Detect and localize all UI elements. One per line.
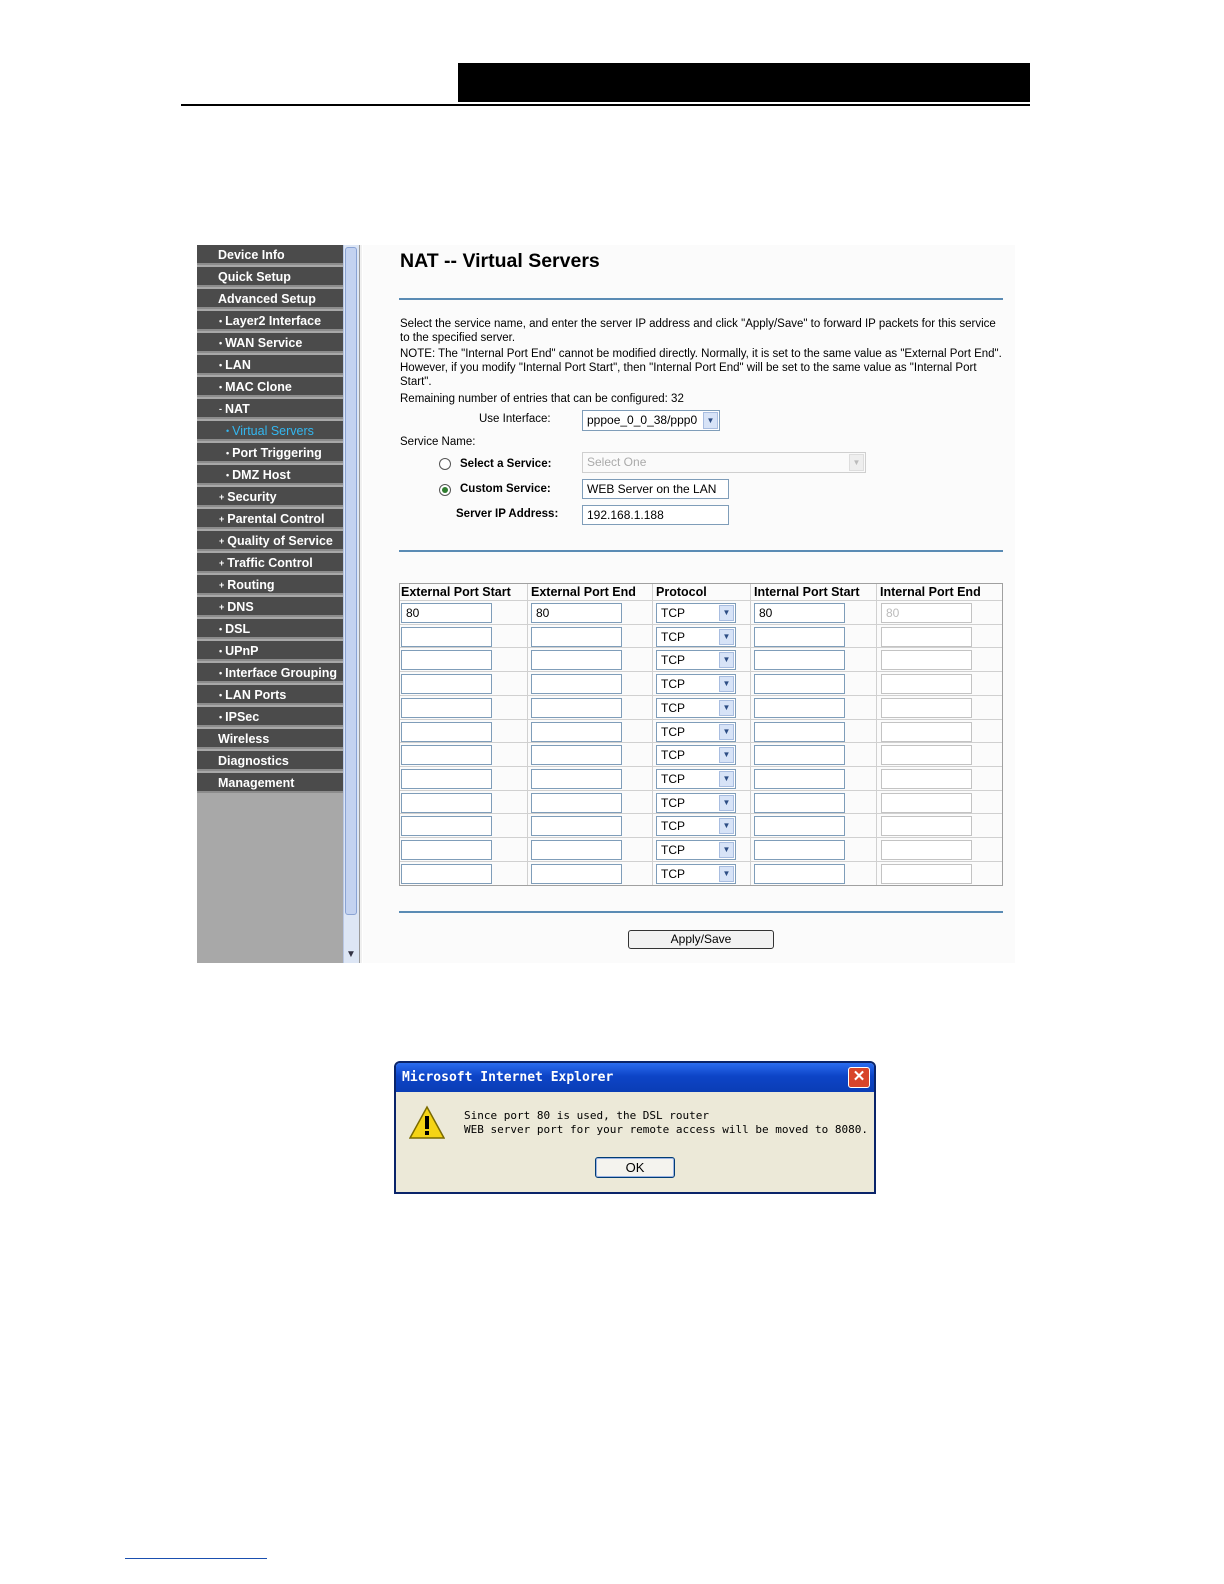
sidebar-bullet-icon: • bbox=[219, 624, 223, 634]
internal-port-end-input[interactable] bbox=[881, 793, 972, 813]
chevron-down-icon[interactable]: ▼ bbox=[719, 652, 734, 668]
sidebar-item-label: Device Info bbox=[218, 248, 285, 262]
protocol-value: TCP bbox=[661, 629, 685, 644]
chevron-down-icon[interactable]: ▼ bbox=[719, 724, 734, 740]
service-name-label: Service Name: bbox=[400, 436, 476, 448]
sidebar-bullet-icon: • bbox=[226, 470, 230, 480]
protocol-value: TCP bbox=[661, 724, 685, 739]
sidebar-item[interactable] bbox=[197, 619, 343, 639]
sidebar-item-label: Management bbox=[218, 776, 295, 790]
sidebar-bullet-icon: + bbox=[219, 602, 225, 612]
sidebar-item-label: Layer2 Interface bbox=[225, 314, 322, 328]
sidebar-bullet-icon: • bbox=[226, 426, 230, 436]
internal-port-end-input[interactable] bbox=[881, 769, 972, 789]
protocol-value: TCP bbox=[661, 653, 685, 668]
internal-port-start-input[interactable] bbox=[754, 722, 845, 742]
chevron-down-icon[interactable]: ▼ bbox=[719, 605, 734, 621]
server-ip-label: Server IP Address: bbox=[456, 508, 559, 520]
header-protocol: Protocol bbox=[656, 585, 707, 599]
use-interface-label: Use Interface: bbox=[479, 413, 551, 425]
sidebar-item[interactable] bbox=[197, 685, 343, 705]
sidebar-item-label: Virtual Servers bbox=[232, 424, 314, 438]
external-port-start-input[interactable] bbox=[401, 864, 492, 884]
chevron-down-icon[interactable]: ▼ bbox=[719, 700, 734, 716]
sidebar-bullet-icon: • bbox=[219, 690, 223, 700]
table-row bbox=[400, 861, 1002, 885]
sidebar-item-label: WAN Service bbox=[225, 336, 303, 350]
chevron-down-icon[interactable]: ▼ bbox=[719, 842, 734, 858]
external-port-start-input[interactable] bbox=[401, 745, 492, 765]
table-row bbox=[400, 624, 1002, 648]
sidebar-bullet-icon: - bbox=[219, 404, 222, 414]
sidebar-bullet-icon: • bbox=[219, 316, 223, 326]
protocol-select[interactable] bbox=[656, 603, 736, 623]
sidebar-item[interactable] bbox=[197, 245, 343, 265]
protocol-value: TCP bbox=[661, 795, 685, 810]
sidebar-bullet-icon: • bbox=[219, 646, 223, 656]
sidebar-item[interactable] bbox=[197, 707, 343, 727]
close-icon[interactable]: ✕ bbox=[848, 1067, 870, 1088]
table-row bbox=[400, 600, 1002, 624]
dialog-message-line1: Since port 80 is used, the DSL router bbox=[464, 1109, 710, 1122]
sidebar-item[interactable] bbox=[197, 487, 343, 507]
table-row bbox=[400, 742, 1002, 766]
sidebar-item-label: UPnP bbox=[225, 644, 259, 658]
chevron-down-icon[interactable]: ▼ bbox=[719, 866, 734, 882]
sidebar-item-label: Advanced Setup bbox=[218, 292, 316, 306]
sidebar-bullet-icon: • bbox=[226, 448, 230, 458]
sidebar-bullet-icon: + bbox=[219, 514, 225, 524]
sidebar-item-label: Quality of Service bbox=[227, 534, 333, 548]
protocol-value: TCP bbox=[661, 819, 685, 834]
chevron-down-icon[interactable]: ▼ bbox=[719, 818, 734, 834]
external-port-end-input[interactable] bbox=[531, 816, 622, 836]
custom-service-radio[interactable] bbox=[439, 484, 451, 496]
sidebar-item[interactable] bbox=[197, 575, 343, 595]
protocol-select[interactable] bbox=[656, 816, 736, 836]
internal-port-start-input[interactable] bbox=[754, 769, 845, 789]
scroll-down-arrow-icon[interactable]: ▼ bbox=[346, 949, 356, 960]
external-port-start-input[interactable] bbox=[401, 650, 492, 670]
header-internal-port-end: Internal Port End bbox=[880, 585, 981, 599]
intro-text: Select the service name, and enter the server IP address and click "Apply/Save" to forward IP packets for this service to the specified server. bbox=[400, 318, 996, 344]
sidebar-item[interactable] bbox=[197, 267, 343, 287]
sidebar-item[interactable] bbox=[197, 421, 343, 441]
protocol-select[interactable] bbox=[656, 674, 736, 694]
protocol-value: TCP bbox=[661, 771, 685, 786]
main-content bbox=[363, 245, 1015, 963]
sidebar-item-label: DNS bbox=[227, 600, 254, 614]
external-port-end-input[interactable] bbox=[531, 627, 622, 647]
external-port-end-input[interactable] bbox=[531, 722, 622, 742]
internal-port-end-input[interactable] bbox=[881, 840, 972, 860]
sidebar-nav bbox=[197, 245, 343, 963]
document-header-rule bbox=[181, 104, 1030, 106]
port-mapping-table bbox=[399, 583, 1003, 886]
chevron-down-icon[interactable]: ▼ bbox=[719, 795, 734, 811]
external-port-start-input[interactable]: 80 bbox=[401, 603, 492, 623]
protocol-select[interactable] bbox=[656, 627, 736, 647]
section-divider bbox=[399, 911, 1003, 913]
sidebar-item-label: Routing bbox=[227, 578, 275, 592]
alert-dialog bbox=[394, 1061, 876, 1194]
external-port-start-input[interactable] bbox=[401, 722, 492, 742]
sidebar-item-label: NAT bbox=[225, 402, 250, 416]
page-title: NAT -- Virtual Servers bbox=[400, 250, 600, 272]
table-row bbox=[400, 790, 1002, 814]
select-service-label: Select a Service: bbox=[460, 458, 552, 470]
protocol-select[interactable] bbox=[656, 769, 736, 789]
note-text: NOTE: The "Internal Port End" cannot be modified directly. Normally, it is set to the same value as "External Port End". However, if you modify "Internal Port Start", then "Internal Port End" will be set to the same value as "Internal Port Start". bbox=[400, 348, 1002, 388]
chevron-down-icon[interactable]: ▼ bbox=[719, 747, 734, 763]
external-port-end-input[interactable] bbox=[531, 698, 622, 718]
sidebar-item[interactable] bbox=[197, 553, 343, 573]
table-row bbox=[400, 671, 1002, 695]
footer-rule bbox=[125, 1558, 267, 1559]
sidebar-item[interactable] bbox=[197, 465, 343, 485]
sidebar-item-label: Interface Grouping bbox=[225, 666, 337, 680]
ok-button[interactable]: OK bbox=[595, 1157, 675, 1178]
sidebar-item[interactable] bbox=[197, 443, 343, 463]
sidebar-item[interactable] bbox=[197, 399, 343, 419]
sidebar-item-label: Traffic Control bbox=[227, 556, 313, 570]
internal-port-start-input[interactable]: 80 bbox=[754, 603, 845, 623]
internal-port-start-input[interactable] bbox=[754, 864, 845, 884]
external-port-start-input[interactable] bbox=[401, 840, 492, 860]
custom-service-input[interactable]: WEB Server on the LAN bbox=[582, 479, 729, 499]
protocol-value: TCP bbox=[661, 843, 685, 857]
sidebar-item[interactable] bbox=[197, 377, 343, 397]
table-row bbox=[400, 647, 1002, 671]
internal-port-end-input[interactable] bbox=[881, 627, 972, 647]
internal-port-end-input[interactable] bbox=[881, 745, 972, 765]
sidebar-item[interactable] bbox=[197, 355, 343, 375]
sidebar-bullet-icon: • bbox=[219, 382, 223, 392]
protocol-value: TCP bbox=[661, 866, 685, 881]
external-port-end-input[interactable] bbox=[531, 650, 622, 670]
sidebar-item[interactable] bbox=[197, 729, 343, 749]
sidebar-bullet-icon: + bbox=[219, 536, 225, 546]
external-port-end-input[interactable] bbox=[531, 864, 622, 884]
sidebar-item[interactable] bbox=[197, 751, 343, 771]
external-port-end-input[interactable] bbox=[531, 674, 622, 694]
sidebar-item-label: Wireless bbox=[218, 732, 270, 746]
sidebar-bullet-icon: + bbox=[219, 492, 225, 502]
sidebar-item-label: MAC Clone bbox=[225, 380, 292, 394]
sidebar-item-label: Security bbox=[227, 490, 277, 504]
apply-save-button[interactable]: Apply/Save bbox=[628, 930, 774, 949]
chevron-down-icon[interactable]: ▼ bbox=[849, 454, 864, 471]
sidebar-item[interactable] bbox=[197, 509, 343, 529]
header-internal-port-start: Internal Port Start bbox=[754, 585, 860, 599]
protocol-select[interactable] bbox=[656, 650, 736, 670]
protocol-select[interactable] bbox=[656, 793, 736, 813]
dialog-title: Microsoft Internet Explorer bbox=[396, 1063, 874, 1092]
internal-port-start-input[interactable] bbox=[754, 793, 845, 813]
external-port-start-input[interactable] bbox=[401, 698, 492, 718]
sidebar-item[interactable] bbox=[197, 531, 343, 551]
external-port-end-input[interactable] bbox=[531, 769, 622, 789]
warning-icon bbox=[409, 1105, 445, 1141]
protocol-select[interactable] bbox=[656, 722, 736, 742]
section-divider bbox=[399, 550, 1003, 552]
protocol-select[interactable] bbox=[656, 698, 736, 718]
select-service-radio[interactable] bbox=[439, 458, 451, 470]
protocol-value: TCP bbox=[661, 606, 685, 620]
external-port-end-input[interactable] bbox=[531, 840, 622, 860]
header-external-port-end: External Port End bbox=[531, 585, 636, 599]
external-port-start-input[interactable] bbox=[401, 674, 492, 694]
sidebar-item-label: LAN Ports bbox=[225, 688, 287, 702]
sidebar-bullet-icon: • bbox=[219, 360, 223, 370]
internal-port-start-input[interactable] bbox=[754, 627, 845, 647]
protocol-value: TCP bbox=[661, 748, 685, 763]
table-row bbox=[400, 695, 1002, 719]
sidebar-bullet-icon: + bbox=[219, 558, 225, 568]
select-service-value: Select One bbox=[587, 455, 647, 469]
sidebar-bullet-icon: + bbox=[219, 580, 225, 590]
router-web-ui bbox=[197, 245, 1015, 963]
internal-port-start-input[interactable] bbox=[754, 698, 845, 718]
custom-service-label: Custom Service: bbox=[460, 483, 551, 495]
sidebar-bullet-icon: • bbox=[219, 712, 223, 722]
sidebar-item[interactable] bbox=[197, 311, 343, 331]
chevron-down-icon[interactable]: ▼ bbox=[703, 412, 718, 429]
external-port-start-input[interactable] bbox=[401, 793, 492, 813]
table-row bbox=[400, 766, 1002, 790]
external-port-end-input[interactable] bbox=[531, 745, 622, 765]
protocol-select[interactable] bbox=[656, 864, 736, 884]
internal-port-end-input[interactable] bbox=[881, 864, 972, 884]
server-ip-input[interactable]: 192.168.1.188 bbox=[582, 505, 729, 525]
dialog-message-line2: WEB server port for your remote access will be moved to 8080. bbox=[464, 1123, 868, 1136]
sidebar-item-label: LAN bbox=[225, 358, 251, 372]
internal-port-end-input[interactable] bbox=[881, 650, 972, 670]
scrollbar-thumb[interactable] bbox=[345, 247, 357, 915]
sidebar-item[interactable] bbox=[197, 289, 343, 309]
external-port-end-input[interactable]: 80 bbox=[531, 603, 622, 623]
external-port-start-input[interactable] bbox=[401, 627, 492, 647]
sidebar-item[interactable] bbox=[197, 641, 343, 661]
internal-port-end-input[interactable] bbox=[881, 698, 972, 718]
sidebar-item[interactable] bbox=[197, 773, 343, 793]
remaining-entries-text: Remaining number of entries that can be configured: 32 bbox=[400, 393, 684, 405]
internal-port-start-input[interactable] bbox=[754, 674, 845, 694]
internal-port-end-input[interactable] bbox=[881, 722, 972, 742]
table-row bbox=[400, 813, 1002, 837]
table-row bbox=[400, 837, 1002, 861]
sidebar-item-label: DMZ Host bbox=[232, 468, 291, 482]
sidebar-item-label: Parental Control bbox=[227, 512, 325, 526]
internal-port-end-input[interactable]: 80 bbox=[881, 603, 972, 623]
use-interface-select[interactable] bbox=[582, 410, 720, 431]
sidebar-item-label: DSL bbox=[225, 622, 251, 636]
internal-port-start-input[interactable] bbox=[754, 745, 845, 765]
select-service-dropdown[interactable] bbox=[582, 452, 866, 473]
sidebar-item[interactable] bbox=[197, 333, 343, 353]
sidebar-item-label: Quick Setup bbox=[218, 270, 291, 284]
internal-port-end-input[interactable] bbox=[881, 674, 972, 694]
sidebar-item-label: IPSec bbox=[225, 710, 260, 724]
sidebar-item-label: Port Triggering bbox=[232, 446, 322, 460]
sidebar-item-label: Diagnostics bbox=[218, 754, 289, 768]
use-interface-value: pppoe_0_0_38/ppp0 bbox=[587, 413, 698, 427]
document-header-bar bbox=[458, 63, 1030, 102]
chevron-down-icon[interactable]: ▼ bbox=[719, 771, 734, 787]
sidebar-item[interactable] bbox=[197, 597, 343, 617]
external-port-start-input[interactable] bbox=[401, 816, 492, 836]
table-row bbox=[400, 719, 1002, 743]
external-port-start-input[interactable] bbox=[401, 769, 492, 789]
protocol-select[interactable] bbox=[656, 745, 736, 765]
section-divider bbox=[399, 298, 1003, 300]
chevron-down-icon[interactable]: ▼ bbox=[719, 629, 734, 645]
internal-port-start-input[interactable] bbox=[754, 840, 845, 860]
frame-divider bbox=[359, 245, 362, 963]
sidebar-item[interactable] bbox=[197, 663, 343, 683]
protocol-value: TCP bbox=[661, 700, 685, 715]
external-port-end-input[interactable] bbox=[531, 793, 622, 813]
internal-port-start-input[interactable] bbox=[754, 816, 845, 836]
header-external-port-start: External Port Start bbox=[401, 585, 511, 599]
internal-port-start-input[interactable] bbox=[754, 650, 845, 670]
protocol-value: TCP bbox=[661, 677, 685, 692]
chevron-down-icon[interactable]: ▼ bbox=[719, 676, 734, 692]
sidebar-bullet-icon: • bbox=[219, 338, 223, 348]
protocol-select[interactable] bbox=[656, 840, 736, 860]
sidebar-bullet-icon: • bbox=[219, 668, 223, 678]
internal-port-end-input[interactable] bbox=[881, 816, 972, 836]
